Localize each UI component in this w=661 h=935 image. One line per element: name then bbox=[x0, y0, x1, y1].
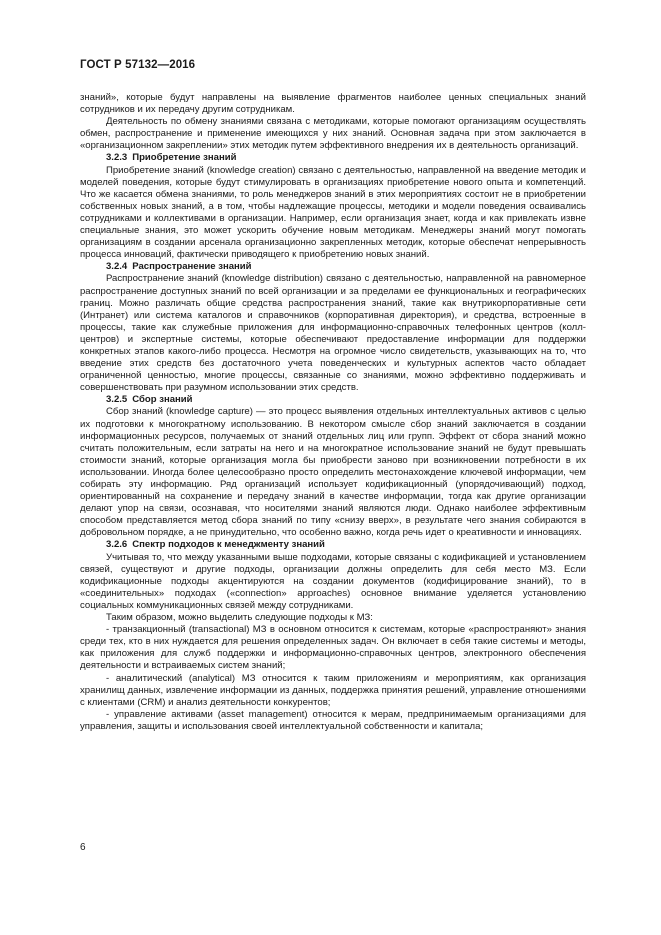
paragraph: Приобретение знаний (knowledge creation) связано с деятельностью, направленной на введение методик и моделей поведения, которые будут стимулировать в организациях приобретение нового опыта и компетенций. Что же касается обмена знаниями, то роль менеджеров знаний в этих мероприятиях состоит не в приобретении собственных новых знаний, а в том, чтобы надлежащие процессы, методики и модели поведения осваивались сотрудниками и коллективами в организации. Например, если организация знает, когда и как привлекать извне специальные знания, это может ускорить обучение новым методикам. Менеджеры знаний могут помогать организациям в создании арсенала организационно закрепленных методик, которые обеспечат непрерывность процесса инноваций, фактически приводящего к приобретению новых знаний. bbox=[80, 164, 586, 261]
page-number: 6 bbox=[80, 842, 86, 853]
list-item: - управление активами (asset management) относится к мерам, предпринимаемым организациями для управления, защиты и использования своей интеллектуальной собственности и капитала; bbox=[80, 708, 586, 732]
section-title: Спектр подходов к менеджменту знаний bbox=[132, 539, 325, 551]
section-number: 3.2.3 bbox=[106, 152, 128, 164]
section-number: 3.2.4 bbox=[106, 261, 128, 273]
list-item: - транзакционный (transactional) МЗ в основном относится к системам, которые «распространяют» знания среди тех, кто в них нуждается для решения определенных задач. Он включает в себя такие системы и методы, как приложения для служб поддержки и информационно-справочных центров, электронного обеспечения деятельности и встраиваемых систем знаний; bbox=[80, 624, 586, 672]
section-heading-3-2-5 bbox=[80, 394, 586, 406]
section-heading-3-2-6 bbox=[80, 539, 586, 551]
paragraph: Распространение знаний (knowledge distribution) связано с деятельностью, направленной на равномерное распространение доступных знаний по всей организации и за пределами ее функциональных и географических границ. Можно различать общие средства распространения знаний, такие как внутрикорпоративные сети (Интранет) или система каталогов и справочников (корпоративная директория), и средства, встроенные в процессы, такие как служебные приложения для информационно-справочных телефонных центров (колл-центров) и экспертные системы, которые обеспечивают предоставление информации для поддержки конкретных этапов какого-либо процесса. Несмотря на огромное число свидетельств, указывающих на то, что введение этих средств без достаточного учета поведенческих и культурных аспектов часто обладает ограниченной ценностью, многие процессы, связанные со знаниями, можно эффективно поддерживать и совершенствовать при разумном использовании этих средств. bbox=[80, 273, 586, 394]
section-number: 3.2.5 bbox=[106, 394, 128, 406]
page-content bbox=[80, 92, 586, 733]
section-heading-3-2-3 bbox=[80, 152, 586, 164]
paragraph: Учитывая то, что между указанными выше подходами, которые связаны с кодификацией и установлением связей, существуют и другие подходы, организации должны определить для себя место МЗ. Если кодификационные подходы акцентируются на создании документов (кодифицирование знаний), то в «соединительных» подходах («connection» approaches) основное внимание уделяется установлению социальных коммуникационных связей между сотрудниками. bbox=[80, 551, 586, 611]
paragraph: Таким образом, можно выделить следующие подходы к МЗ: bbox=[106, 612, 373, 624]
section-title: Сбор знаний bbox=[132, 394, 193, 406]
list-item: - аналитический (analytical) МЗ относится к таким приложениям и мероприятиям, как организация хранилищ данных, извлечение информации из данных, поддержка принятия решений, управление отношениями с клиентами (CRM) и анализ деятельности конкурентов; bbox=[80, 672, 586, 708]
section-title: Распространение знаний bbox=[132, 261, 252, 273]
section-heading-3-2-4 bbox=[80, 261, 586, 273]
section-title: Приобретение знаний bbox=[132, 152, 237, 164]
section-number: 3.2.6 bbox=[106, 539, 128, 551]
paragraph: Сбор знаний (knowledge capture) — это процесс выявления отдельных интеллектуальных активов с целью их подготовки к многократному использованию. В некотором смысле сбор знаний заключается в создании информационных ресурсов, получаемых от знаний отдельных лиц или групп. Эффект от сбора знаний можно считать положительным, если затраты на него и на многократное использование знаний не будут превышать стоимости знаний, которые организация могла бы приобрести заново при возникновении потребности в их использовании. Иногда более целесообразно просто определить местонахождение ключевой информации, чем собирать эту информацию. Ряд организаций использует кодификационный (упорядочивающий) подход, ориентированный на сохранение и передачу знаний в качестве информации, тогда как другие организации делают упор на связи, осознавая, что носителями знаний являются люди. Однако наиболее эффективным способом представляется метод сбора знаний по типу «снизу вверх», в результате чего знания собираются в добровольном порядке, а не принудительно, что особенно важно, когда речь идет о креативности и инновациях. bbox=[80, 406, 586, 539]
standard-header: ГОСТ Р 57132—2016 bbox=[80, 59, 196, 71]
paragraph: Деятельность по обмену знаниями связана с методиками, которые помогают организациям осуществлять обмен, распространение и применение имеющихся у них знаний. Основная задача при этом заключается в «организационном закреплении» этих методик путем эффективного внедрения их в деятельность организаций. bbox=[80, 116, 586, 152]
paragraph: знаний», которые будут направлены на выявление фрагментов наиболее ценных специальных знаний сотрудников и их передачу другим сотрудникам. bbox=[80, 92, 586, 116]
